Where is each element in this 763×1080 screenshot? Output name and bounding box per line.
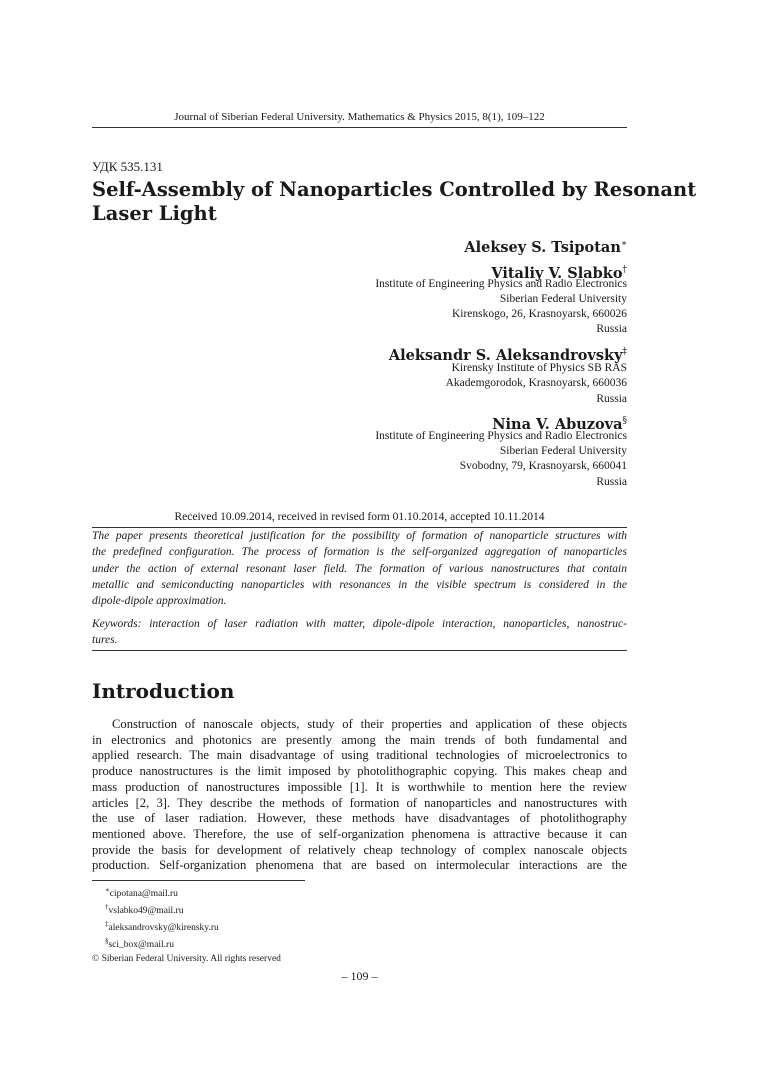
author-name: Nina V. Abuzova§ — [492, 415, 627, 433]
footnote: †vslabko49@mail.ru — [105, 903, 184, 917]
affiliation: Institute of Engineering Physics and Radio Electronics Siberian Federal University Svobodny, 79, Krasnoyarsk, 660041 — [375, 430, 627, 472]
page-number: – 109 – — [341, 969, 378, 983]
udk-code: УДК 535.131 — [92, 159, 163, 174]
country: Russia — [596, 393, 627, 405]
footnote: §sci_box@mail.ru — [105, 937, 174, 951]
footnote-rule — [92, 880, 305, 881]
country: Russia — [596, 476, 627, 488]
author-name: Aleksandr S. Aleksandrovsky‡ — [388, 346, 627, 364]
received-dates: Received 10.09.2014, received in revised form 01.10.2014, accepted 10.11.2014 — [174, 511, 545, 523]
country: Russia — [596, 323, 627, 335]
footnote: ‡aleksandrovsky@kirensky.ru — [105, 920, 219, 934]
body-paragraph: Construction of nanoscale objects, study of their properties and application of these objects in electronics and photonics are presently among the main trends of both fundamental and applied research. The main disadvantage of using traditional technologies of microelectronics to produce nanostructures is the limit imposed by photolithographic copying. This makes cheap and mass production of nanostructures impossible [1]. It is worthwhile to mention here the review articles [2, 3]. They describe the methods of formation of nanoparticles and nanostructures with the use of laser radiation. However, these methods have disadvantages of photolithography mentioned above. Therefore, the use of self-organization phenomena is attractive because it can provide the basis for development of relatively cheap technology of complex nanoscale objects production. Self-organization phenomena that are based on intermolecular interactions are the — [92, 717, 627, 873]
section-heading: Introduction — [92, 679, 235, 703]
paper-title — [92, 178, 696, 226]
author-name: Vitaliy V. Slabko† — [491, 264, 627, 282]
abstract-bottom-rule — [92, 650, 627, 651]
affiliation: Kirensky Institute of Physics SB RAS Akademgorodok, Krasnoyarsk, 660036 — [445, 362, 627, 389]
copyright: © Siberian Federal University. All rights reserved — [92, 953, 281, 964]
footnotes — [92, 884, 281, 966]
abstract: The paper presents theoretical justification for the possibility of formation of nanoparticle structures with the predefined configuration. The process of formation is the self-organized aggregation of nanoparticles under the action of external resonant laser field. The formation of various nanostructures that contain metallic and semiconducting nanoparticles with resonances in the visible spectrum is considered in the dipole-dipole approximation. — [92, 530, 627, 608]
header-rule — [92, 127, 627, 128]
title-line: Laser Light — [92, 202, 217, 225]
journal-header: Journal of Siberian Federal University. Mathematics & Physics 2015, 8(1), 109–122 — [174, 111, 545, 123]
keywords: Keywords: interaction of laser radiation with matter, dipole-dipole interaction, nanoparticles, nanostruc- tures. — [92, 618, 627, 647]
footnote: ∗cipotana@mail.ru — [105, 886, 178, 900]
title-line: Self-Assembly of Nanoparticles Controlled by Resonant — [92, 178, 697, 201]
affiliation: Institute of Engineering Physics and Radio Electronics Siberian Federal University Kirenskogo, 26, Krasnoyarsk, 660026 — [375, 278, 627, 320]
author-name: Aleksey S. Tsipotan∗ — [464, 238, 627, 256]
